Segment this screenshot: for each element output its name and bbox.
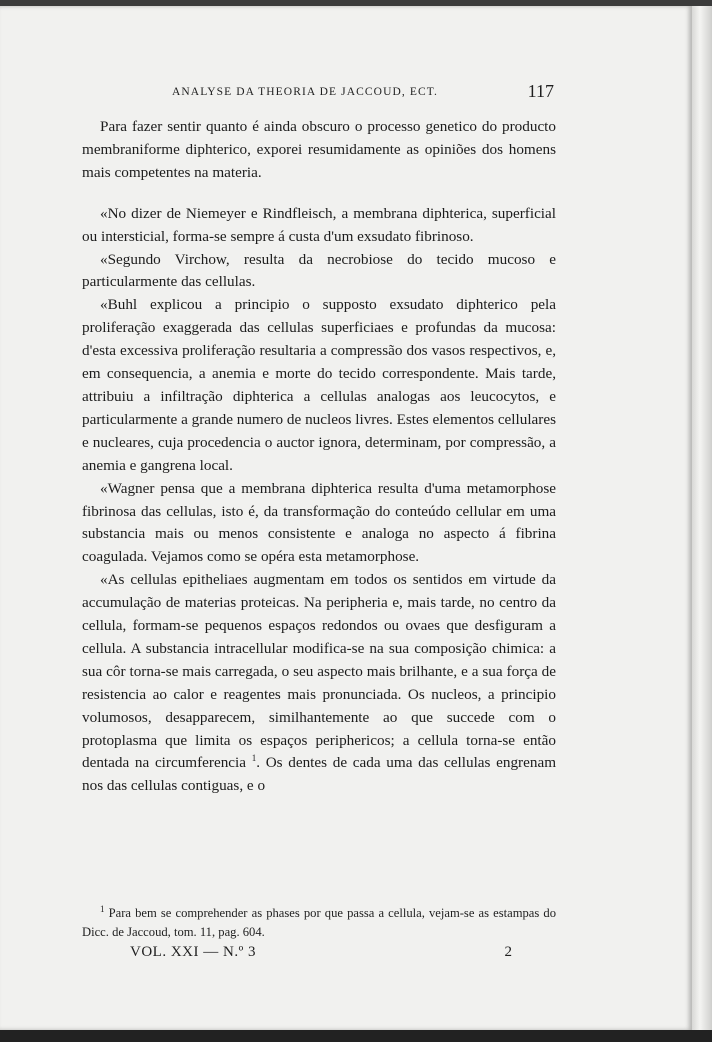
footnote-text: Para bem se comprehender as phases por que passa a cellula, vejam-se as estampas do Dicc. de Jaccoud, tom. 11, pag. 604.	[82, 906, 556, 939]
paragraph-with-footnote	[82, 569, 556, 798]
footnote	[82, 904, 556, 942]
page-number: 117	[527, 81, 554, 101]
footnote-reference: 1	[251, 753, 257, 764]
footnote-marker: 1	[100, 903, 105, 914]
page-edge	[692, 6, 712, 1030]
signature-line	[130, 944, 520, 966]
paragraph: «Segundo Virchow, resulta da necrobiose do tecido mucoso e particularmente das cellulas.	[82, 250, 556, 291]
sheet-signature: 2	[504, 944, 512, 960]
paragraph: Para fazer sentir quanto é ainda obscuro o processo genetico do producto membraniforme diphterico, exporei resumidamente as opiniões dos homens mais competentes na materia.	[82, 118, 556, 181]
running-title: ANALYSE DA THEORIA DE JACCOUD, ECT.	[172, 86, 438, 98]
paragraph-text: «As cellulas epitheliaes augmentam em todos os sentidos em virtude da accumulação de materias proteicas. Na peripheria e, mais tarde, no centro da cellula, formam-se pequenos espaços redondos ou ovaes que desfiguram a cellula. A substancia intracellular modifica-se na sua composição chimica: a sua côr torna-se mais carregada, o seu aspecto mais brilhante, e a sua força de resistencia ao calor e reagentes mais pronunciada. Os nucleos, a principio volumosos, desapparecem, similhantemente ao que succede com o protoplasma que limita os espaços periphericos; a cellula torna-se então dentada na circumferencia	[82, 571, 556, 772]
volume-signature: VOL. XXI — N.º 3	[130, 944, 256, 960]
paragraph: «No dizer de Niemeyer e Rindfleisch, a membrana diphterica, superficial ou intersticial, forma-se sempre á custa d'um exsudato fibrinoso.	[82, 204, 556, 245]
page-header	[82, 82, 554, 104]
paragraph: «Wagner pensa que a membrana diphterica resulta d'uma metamorphose fibrinosa das cellulas, isto é, da transformação do conteúdo cellular em uma substancia mais ou menos consistente e analoga no aspecto á fibrina coagulada. Vejamos como se opéra esta metamorphose.	[82, 479, 556, 566]
body-text	[82, 116, 556, 798]
paragraph-tail: . Os dentes de cada uma das cellulas engrenam nos das cellulas contiguas, e o	[82, 754, 557, 795]
paragraph: «Buhl explicou a principio o supposto exsudato diphterico pela proliferação exaggerada das cellulas superficiaes e profundas da mucosa: d'esta excessiva proliferação resultaria a compressão dos vasos respectivos, e, em consequencia, a anemia e morte do tecido correspondente. Mais tarde, attribuiu a infiltração diphterica a cellulas analogas aos leucocytos, e particularmente a grande numero de nucleos livres. Estes elementos cellulares e nucleares, cuja procedencia o auctor ignora, determinam, por compressão, a anemia e gangrena local.	[82, 296, 557, 474]
scan-border	[0, 1030, 712, 1042]
